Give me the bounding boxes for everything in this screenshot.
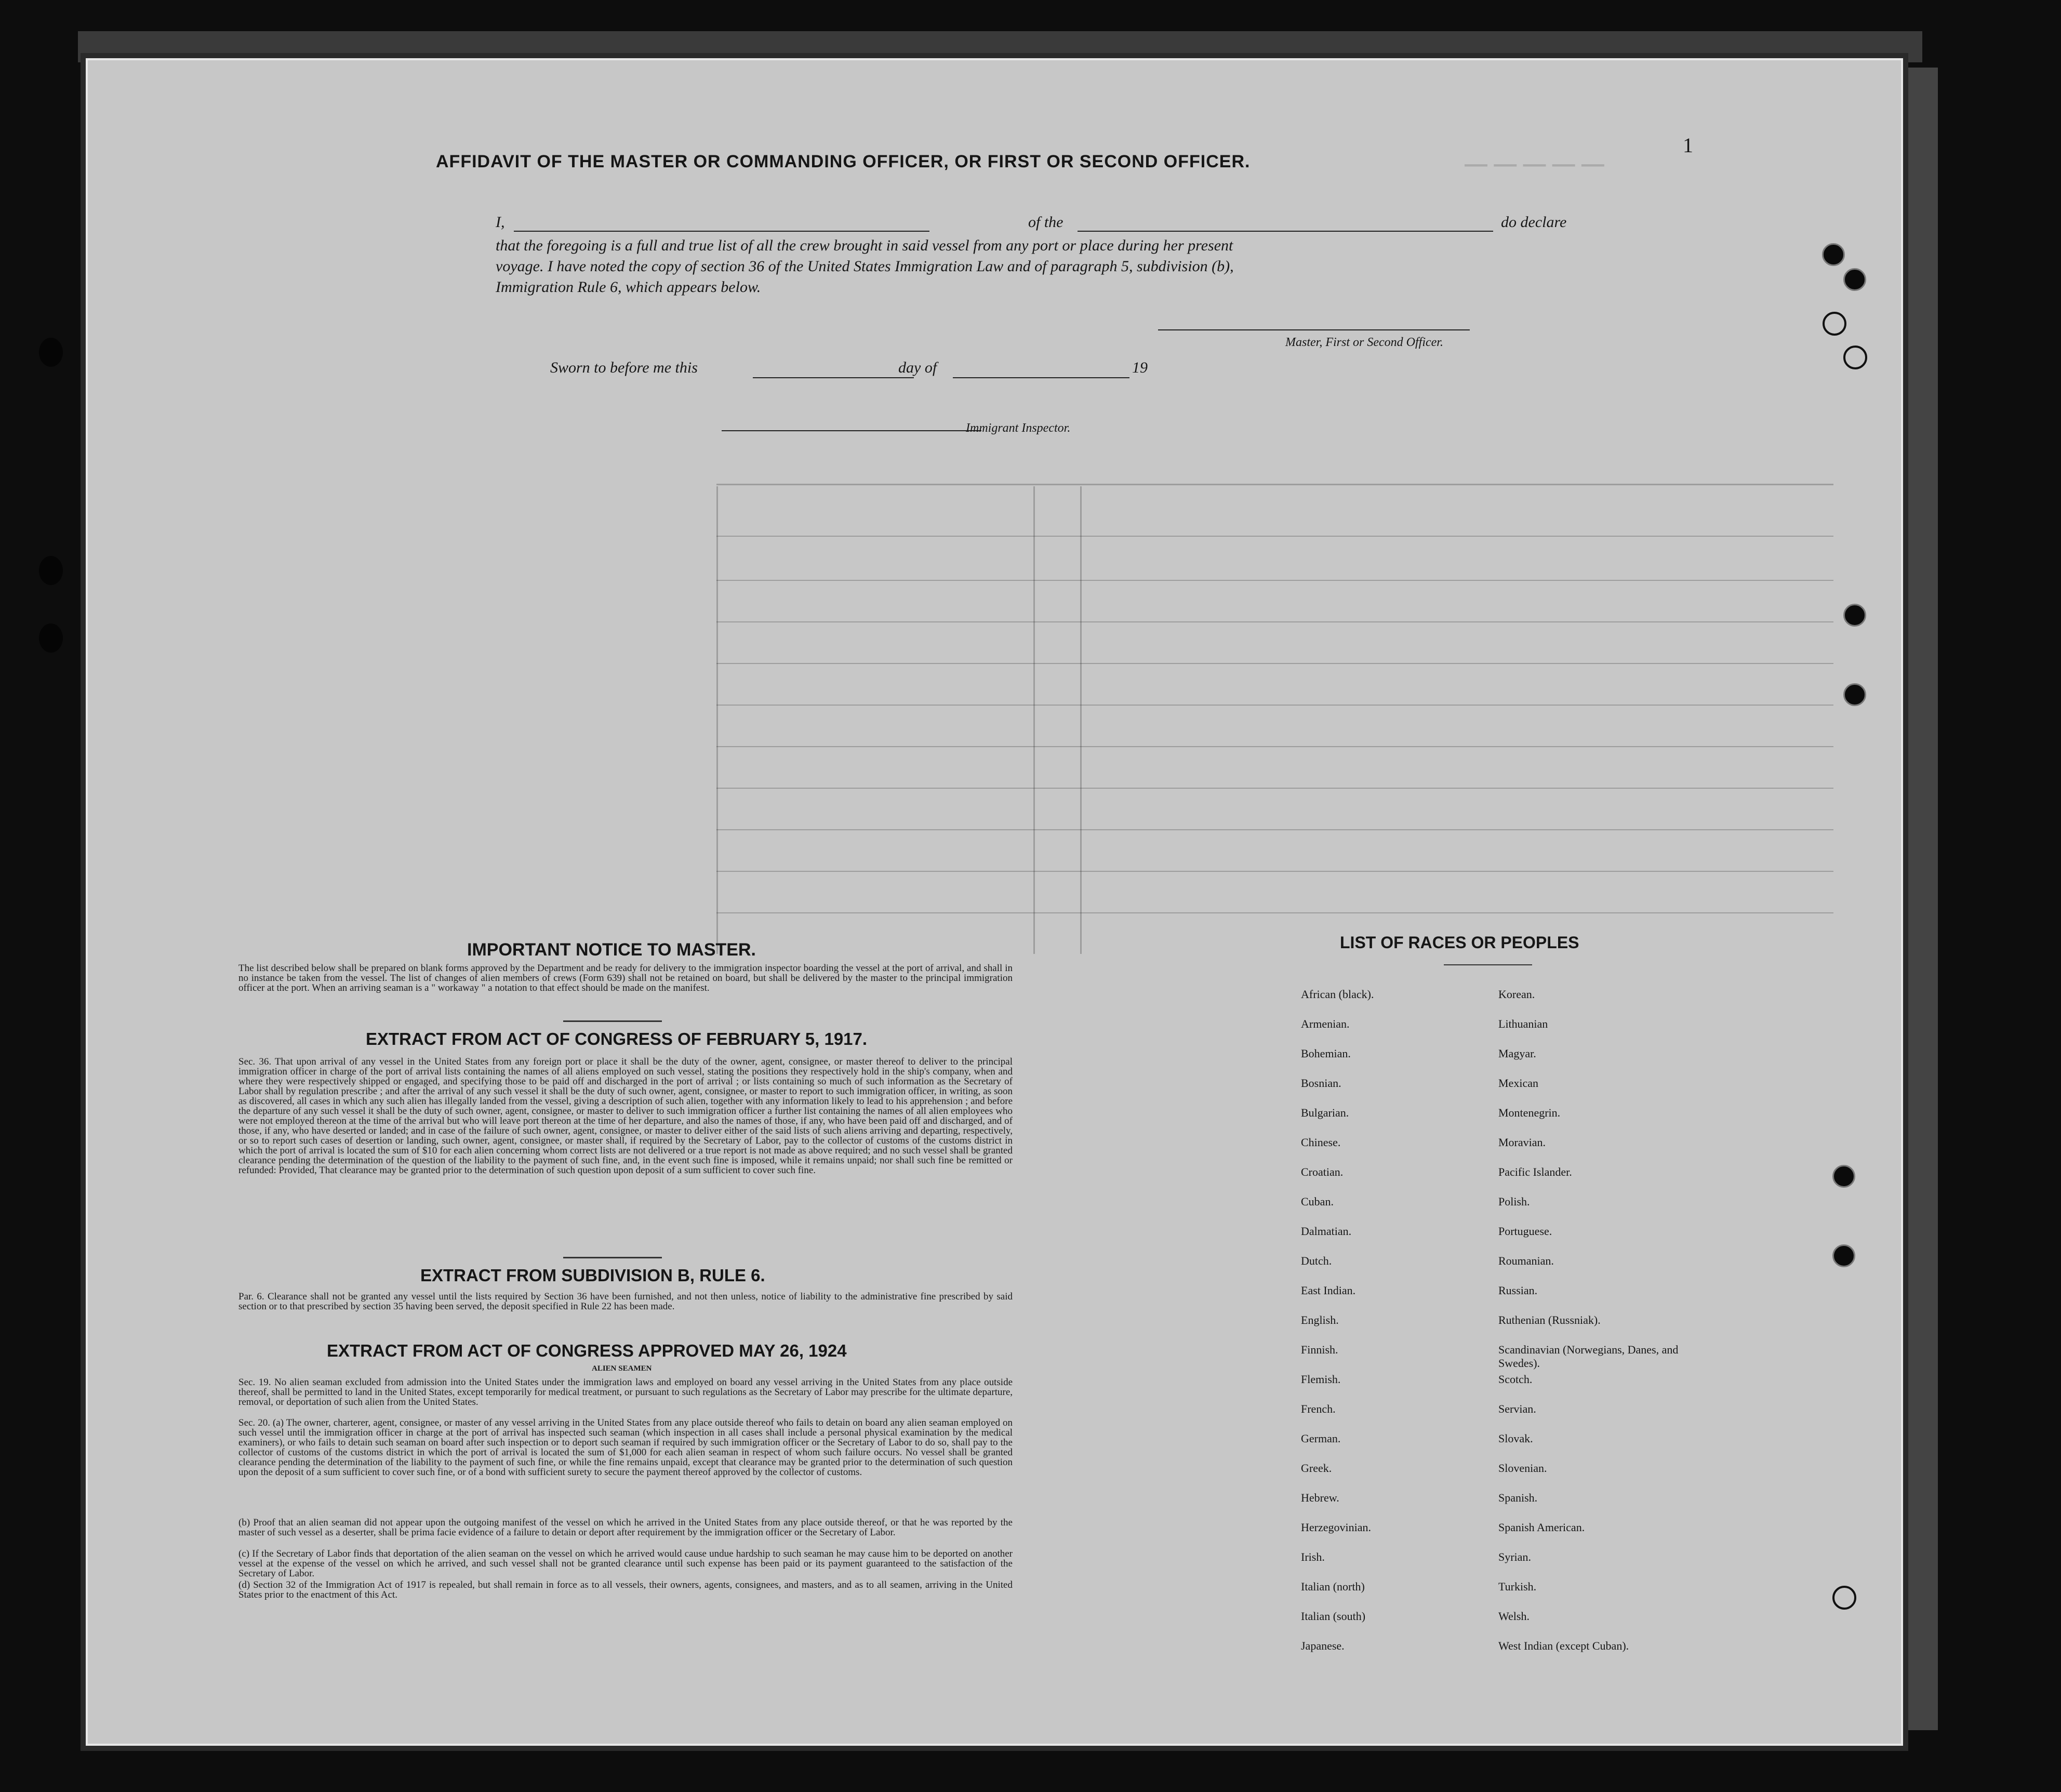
punch-hole: [1843, 268, 1866, 291]
signature-blank: [1158, 329, 1470, 330]
sec20d-text: (d) Section 32 of the Immigration Act of 1917 is repealed, but shall remain in force as to all vessels, their owners, agents, consignees, and masters, and as to all seamen, arriving in the United States prior to the enactment of this Act.: [238, 1579, 1013, 1600]
race-item: Moravian.: [1498, 1136, 1546, 1149]
page-mark: 1: [1683, 134, 1693, 157]
punch-hole: [1832, 1586, 1856, 1610]
races-list-right: [1498, 988, 1722, 1669]
notice-title: IMPORTANT NOTICE TO MASTER.: [467, 940, 756, 960]
sworn-day-label: day of: [898, 359, 937, 376]
race-item: West Indian (except Cuban).: [1498, 1639, 1629, 1652]
race-item: Magyar.: [1498, 1047, 1536, 1060]
sworn-month-blank: [953, 377, 1129, 378]
bleed-through-rule: [716, 871, 1833, 872]
race-item: Korean.: [1498, 988, 1535, 1001]
race-item: Irish.: [1301, 1550, 1325, 1563]
race-item: Spanish American.: [1498, 1521, 1585, 1534]
signature-label: Master, First or Second Officer.: [1285, 336, 1443, 349]
punch-hole: [1822, 243, 1845, 266]
inspector-blank: [722, 430, 981, 431]
race-item: Chinese.: [1301, 1136, 1341, 1149]
race-item: Armenian.: [1301, 1017, 1350, 1030]
affidavit-line4: Immigration Rule 6, which appears below.: [496, 278, 761, 296]
punch-hole: [1823, 312, 1846, 336]
sec20a-text: Sec. 20. (a) The owner, charterer, agent, consignee, or master of any vessel arriving in the United States from any place outside thereof who fails to detain on board any alien seaman employed on such vessel until the immigration officer in charge at the port of arrival has inspected such seaman (which inspection in all cases shall include a personal physical examination by the medical examiners), or who fails to detain such seaman on board after such inspection or to deport such seaman if required by such immigration officer or the Secretary of Labor to do so, shall pay to the collector of customs of the customs district in which the port of arrival is located the sum of $1,000 for each alien seaman in respect of whom such failure occurs. No vessel shall be granted clearance pending the determination of the liability to the payment of such fine, or while the fine remains unpaid, except that clearance may be granted prior to the determination of such question upon the deposit of a sum sufficient to cover such fine, or of a bond with sufficient surety to secure the payment thereof approved by the collector of customs.: [238, 1417, 1013, 1478]
race-item: Hebrew.: [1301, 1491, 1339, 1504]
race-item: Welsh.: [1498, 1610, 1530, 1623]
punch-hole: [1843, 346, 1867, 369]
race-item: German.: [1301, 1432, 1341, 1445]
race-item: Ruthenian (Russniak).: [1498, 1313, 1601, 1326]
race-item: Lithuanian: [1498, 1017, 1548, 1030]
bleed-through-rule: [716, 829, 1833, 830]
separator: [563, 1257, 662, 1258]
bleed-through-rule: [716, 746, 1833, 747]
race-item: Herzegovinian.: [1301, 1521, 1371, 1534]
extract-1917-text: Sec. 36. That upon arrival of any vessel in the United States from any foreign port or place it shall be the duty of the owner, agent, consignee, or master thereof to deliver to the principal immigration officer in charge of the port of arrival lists containing the names of all aliens employed on such vessel, stating the positions they respectively hold in the ship's company, when and where they were respectively shipped or engaged, and specifying those to be paid off and discharged in the port of arrival ; or lists containing so much of such information as the Secretary of Labor shall by regulation prescribe ; and after the arrival of any such vessel it shall be the duty of such owner, agent, consignee, or master to report to such immigration officer, in writing, as soon as discovered, all cases in which any such alien has illegally landed from the vessel, giving a description of such alien, together with any information likely to lead to his apprehension ; and before the departure of any such vessel it shall be the duty of such owner, agent, consignee, or master to deliver to such immigration officer a further list containing the names of all alien employees who were not employed thereon at the time of the arrival but who will leave port thereon at the time of her departure, and also the names of those, if any, who have been paid off and discharged, and of those, if any, who have deserted or landed; and in case of the failure of such owner, agent, consignee, or master to deliver either of the said lists of such aliens arriving and departing, respectively, or so to report such cases of desertion or landing, such owner, agent, consignee, or master shall, if required by the Secretary of Labor, pay to the collector of customs of the customs district in which the port of arrival is located the sum of $10 for each alien concerning whom correct lists are not delivered or a true report is not made as above required; and no such vessel shall be granted clearance pending the determination of the question of the liability to the payment of such fine, and, in the event such fine is imposed, while it remains unpaid; nor shall such fine be remitted or refunded: Provided, That clearance may be granted prior to the determination of such question upon deposit of a sum sufficient to cover such fine.: [238, 1056, 1013, 1176]
rule6-title: EXTRACT FROM SUBDIVISION B, RULE 6.: [420, 1266, 765, 1285]
punch-hole: [1832, 1165, 1855, 1188]
binder-hole: [39, 623, 63, 653]
race-item: Bohemian.: [1301, 1047, 1351, 1060]
bleed-through-rule: [716, 621, 1833, 622]
race-item: Italian (south): [1301, 1610, 1366, 1623]
bleed-through-rule: [716, 663, 1833, 664]
page-edge-top: [78, 31, 1922, 62]
race-item: Dutch.: [1301, 1254, 1332, 1267]
race-item: Mexican: [1498, 1077, 1538, 1090]
binder-hole: [39, 556, 63, 585]
race-item: Dalmatian.: [1301, 1225, 1352, 1238]
bleed-through-column: [1033, 486, 1035, 954]
bleed-through-text: — — — — —: [1465, 151, 1604, 177]
race-item: Slovenian.: [1498, 1462, 1547, 1475]
extract-1924-title: EXTRACT FROM ACT OF CONGRESS APPROVED MAY 26, 1924: [327, 1341, 847, 1360]
sworn-prefix: Sworn to before me this: [550, 359, 698, 376]
vessel-blank: [1078, 231, 1493, 232]
affidavit-of-the: of the: [1028, 214, 1063, 231]
race-item: Syrian.: [1498, 1550, 1531, 1563]
races-title-rule: [1444, 964, 1532, 965]
race-item: Scandinavian (Norwegians, Danes, and Swedes).: [1498, 1343, 1679, 1370]
race-item: Scotch.: [1498, 1373, 1533, 1386]
bleed-through-rule: [716, 912, 1833, 913]
punch-hole: [1843, 683, 1866, 706]
race-item: Montenegrin.: [1498, 1106, 1561, 1119]
bleed-through-rule: [716, 705, 1833, 706]
extract-1924-subtitle: ALIEN SEAMEN: [592, 1364, 652, 1373]
punch-hole: [1843, 604, 1866, 627]
races-list-left: [1301, 988, 1472, 1669]
race-item: Spanish.: [1498, 1491, 1538, 1504]
bleed-through-rule: [716, 536, 1833, 537]
race-item: Roumanian.: [1498, 1254, 1554, 1267]
race-item: Bulgarian.: [1301, 1106, 1349, 1119]
bleed-through-rule: [716, 580, 1833, 581]
rule6-text: Par. 6. Clearance shall not be granted any vessel until the lists required by Section 36 have been furnished, and not then unless, notice of liability to the administrative fine prescribed by said section or to that prescribed by section 35 having been served, the deposit specified in Rule 22 has been made.: [238, 1291, 1013, 1312]
race-item: Japanese.: [1301, 1639, 1345, 1652]
race-item: Cuban.: [1301, 1195, 1334, 1208]
affidavit-title: AFFIDAVIT OF THE MASTER OR COMMANDING OFFICER, OR FIRST OR SECOND OFFICER.: [436, 152, 1251, 171]
race-item: Portuguese.: [1498, 1225, 1552, 1238]
sec20b-text: (b) Proof that an alien seaman did not appear upon the outgoing manifest of the vessel on which he arrived in the United States from any place outside thereof, or that he was reported by the master of such vessel as a deserter, shall be prima facie evidence of a failure to detain or deport after requirement by the immigration officer or the Secretary of Labor.: [238, 1517, 1013, 1538]
notice-text: The list described below shall be prepared on blank forms approved by the Department and be ready for delivery to the immigration inspector boarding the vessel at the port of arrival, and shall in no instance be taken from the vessel. The list of changes of alien members of crews (Form 639) shall not be retained on board, but shall be delivered by the master to the principal immigration officer at the port. When an arriving seaman is a " workaway " a notation to that effect should be made on the manifest.: [238, 963, 1013, 993]
races-title: LIST OF RACES OR PEOPLES: [1340, 933, 1579, 952]
race-item: East Indian.: [1301, 1284, 1356, 1297]
name-blank: [514, 231, 929, 232]
sec20c-text: (c) If the Secretary of Labor finds that deportation of the alien seaman on the vessel on which he arrived would cause undue hardship to such seaman he may cause him to be deported on another vessel at the expense of the vessel on which he arrived, and such vessel shall not be granted clearance until such expense has been paid or its payment guaranteed to the satisfaction of the Secretary of Labor.: [238, 1548, 1013, 1579]
race-item: Italian (north): [1301, 1580, 1365, 1593]
affidavit-declare: do declare: [1501, 214, 1567, 231]
bleed-through-rule: [716, 788, 1833, 789]
race-item: Slovak.: [1498, 1432, 1533, 1445]
race-item: Greek.: [1301, 1462, 1332, 1475]
race-item: African (black).: [1301, 988, 1374, 1001]
race-item: Pacific Islander.: [1498, 1165, 1572, 1178]
race-item: Russian.: [1498, 1284, 1538, 1297]
extract-1917-title: EXTRACT FROM ACT OF CONGRESS OF FEBRUARY 5, 1917.: [366, 1029, 868, 1048]
binder-hole: [39, 338, 63, 367]
bleed-through-rule: [716, 484, 1833, 485]
race-item: Turkish.: [1498, 1580, 1537, 1593]
sworn-year: 19: [1132, 359, 1148, 376]
sworn-day-blank: [753, 377, 914, 378]
separator: [563, 1020, 662, 1022]
inspector-label: Immigrant Inspector.: [966, 421, 1071, 435]
affidavit-line3: voyage. I have noted the copy of section 36 of the United States Immigration Law and of paragraph 5, subdivision (b),: [496, 258, 1234, 275]
affidavit-line2: that the foregoing is a full and true list of all the crew brought in said vessel from any port or place during her present: [496, 237, 1233, 254]
race-item: Bosnian.: [1301, 1077, 1341, 1090]
race-item: English.: [1301, 1313, 1339, 1326]
race-item: Flemish.: [1301, 1373, 1341, 1386]
race-item: Finnish.: [1301, 1343, 1338, 1356]
punch-hole: [1832, 1244, 1855, 1267]
bleed-through-column: [716, 486, 718, 954]
race-item: Servian.: [1498, 1402, 1536, 1415]
binder-edge: [1902, 68, 1938, 1730]
race-item: Croatian.: [1301, 1165, 1344, 1178]
affidavit-i: I,: [496, 214, 505, 231]
sec19-text: Sec. 19. No alien seaman excluded from admission into the United States under the immigration laws and employed on board any vessel arriving in the United States from any place outside thereof, shall be permitted to land in the United States, except temporarily for medical treatment, or pursuant to such regulations as the Secretary of Labor may prescribe for the ultimate departure, removal, or deportation of such alien from the United States.: [238, 1377, 1013, 1408]
document-sheet: [86, 58, 1903, 1746]
bleed-through-column: [1080, 486, 1082, 954]
race-item: French.: [1301, 1402, 1336, 1415]
race-item: Polish.: [1498, 1195, 1530, 1208]
